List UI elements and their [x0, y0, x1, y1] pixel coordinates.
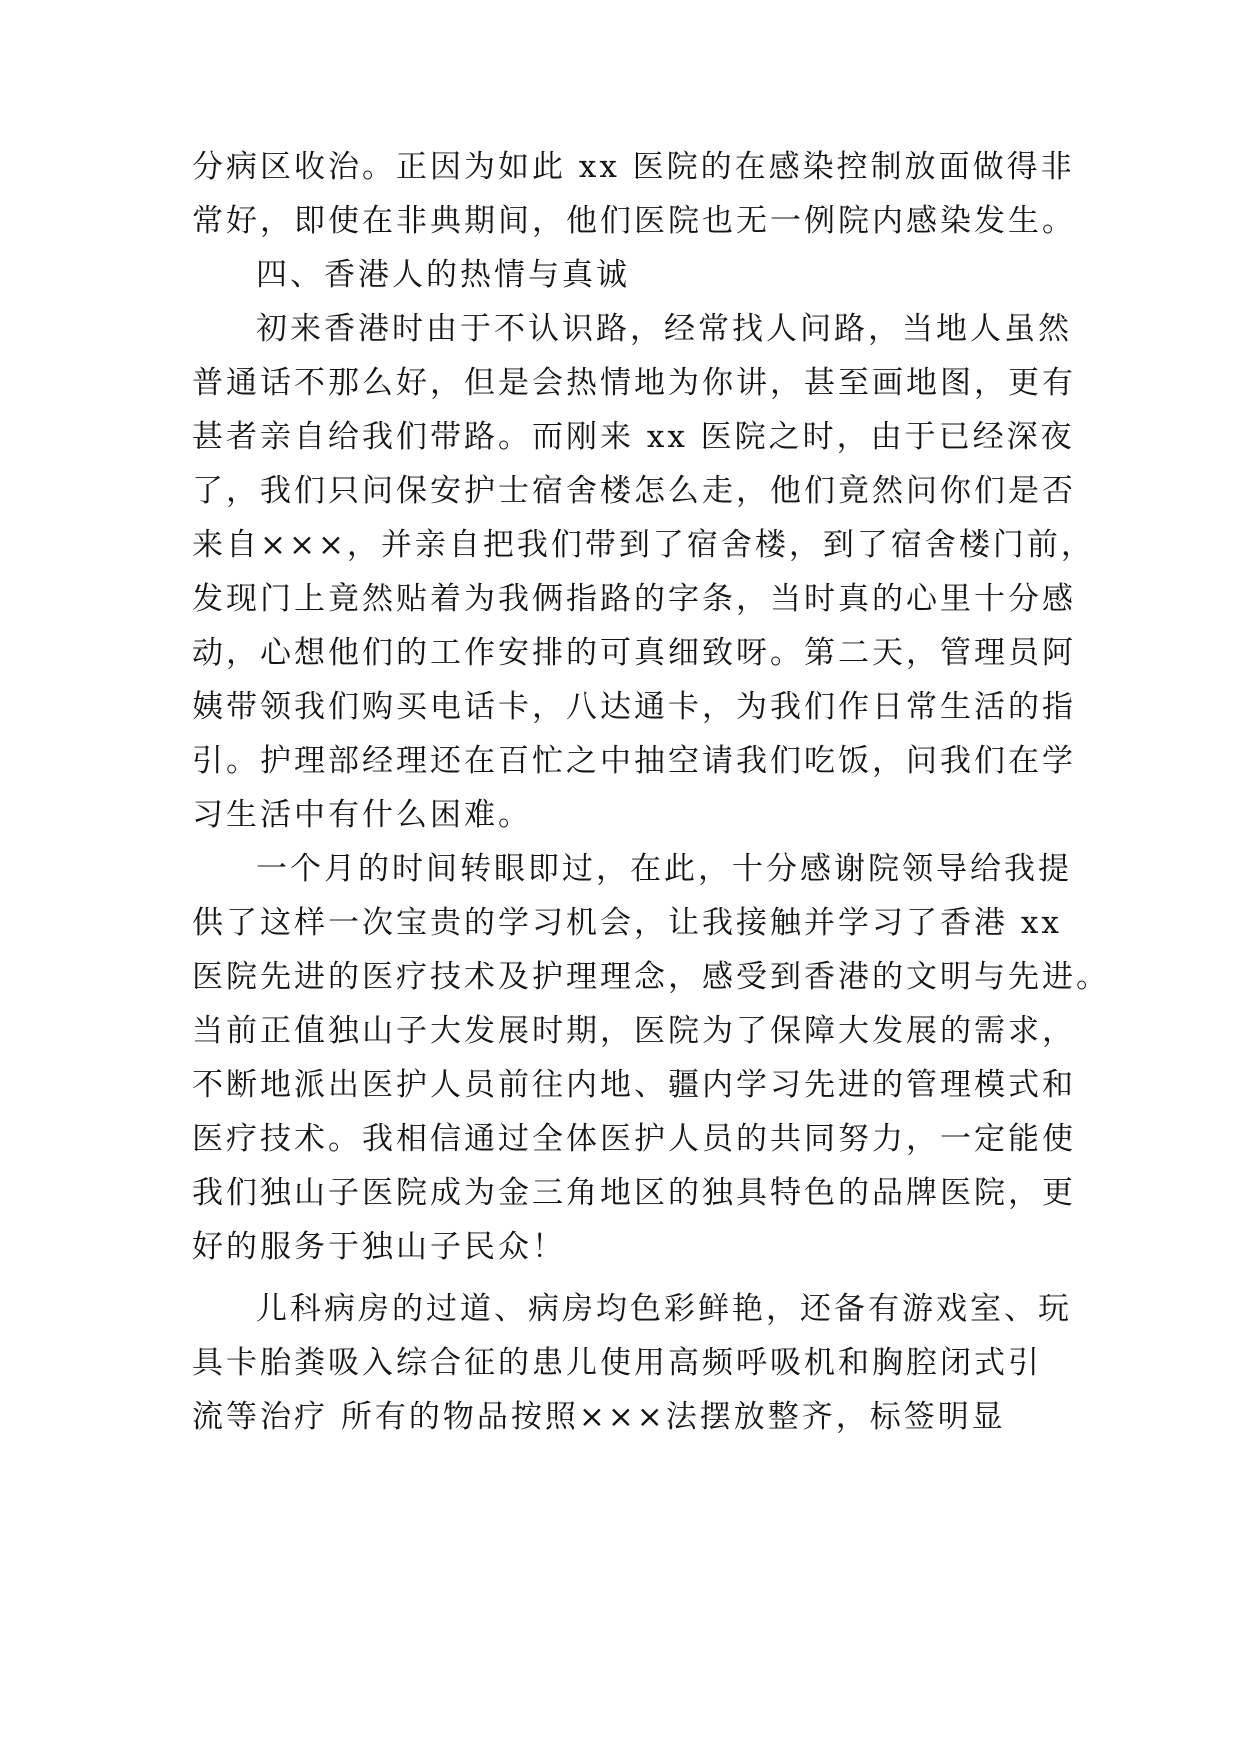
text-line: 供了这样一次宝贵的学习机会，让我接触并学习了香港 xx [192, 905, 1062, 941]
text-line: 了，我们只问保安护士宿舍楼怎么走，他们竟然问你们是否 [192, 473, 1076, 509]
text-line: 动，心想他们的工作安排的可真细致呀。第二天，管理员阿 [192, 635, 1076, 671]
text-line: 不断地派出医护人员前往内地、疆内学习先进的管理模式和 [192, 1067, 1076, 1103]
text-line: 医疗技术。我相信通过全体医护人员的共同努力，一定能使 [192, 1121, 1076, 1157]
text-line: 常好，即使在非典期间，他们医院也无一例院内感染发生。 [192, 203, 1076, 239]
text-line: 一个月的时间转眼即过，在此，十分感谢院领导给我提 [256, 851, 1072, 887]
text-line: 甚者亲自给我们带路。而刚来 xx 医院之时，由于已经深夜 [192, 419, 1075, 455]
text-line: 儿科病房的过道、病房均色彩鲜艳，还备有游戏室、玩 [256, 1291, 1072, 1327]
text-line: 分病区收治。正因为如此 xx 医院的在感染控制放面做得非 [192, 149, 1075, 185]
text-line: 姨带领我们购买电话卡，八达通卡，为我们作日常生活的指 [192, 689, 1076, 725]
text-line: 好的服务于独山子民众！ [192, 1229, 566, 1265]
text-line: 来自×××，并亲自把我们带到了宿舍楼，到了宿舍楼门前， [192, 527, 1095, 563]
text-line: 具卡胎粪吸入综合征的患儿使用高频呼吸机和胸腔闭式引 [192, 1345, 1042, 1381]
text-line: 发现门上竟然贴着为我俩指路的字条，当时真的心里十分感 [192, 581, 1076, 617]
text-line: 普通话不那么好，但是会热情地为你讲，甚至画地图，更有 [192, 365, 1076, 401]
text-line: 引。护理部经理还在百忙之中抽空请我们吃饭，问我们在学 [192, 743, 1076, 779]
text-line: 我们独山子医院成为金三角地区的独具特色的品牌医院，更 [192, 1175, 1076, 1211]
text-line: 习生活中有什么困难。 [192, 797, 532, 833]
text-line: 流等治疗 所有的物品按照×××法摆放整齐，标签明显 [192, 1399, 1006, 1435]
text-line: 初来香港时由于不认识路，经常找人问路，当地人虽然 [256, 311, 1072, 347]
text-line: 当前正值独山子大发展时期，医院为了保障大发展的需求， [192, 1013, 1076, 1049]
text-line: 医院先进的医疗技术及护理理念，感受到香港的文明与先进。 [192, 959, 1110, 995]
section-heading: 四、香港人的热情与真诚 [256, 257, 630, 293]
